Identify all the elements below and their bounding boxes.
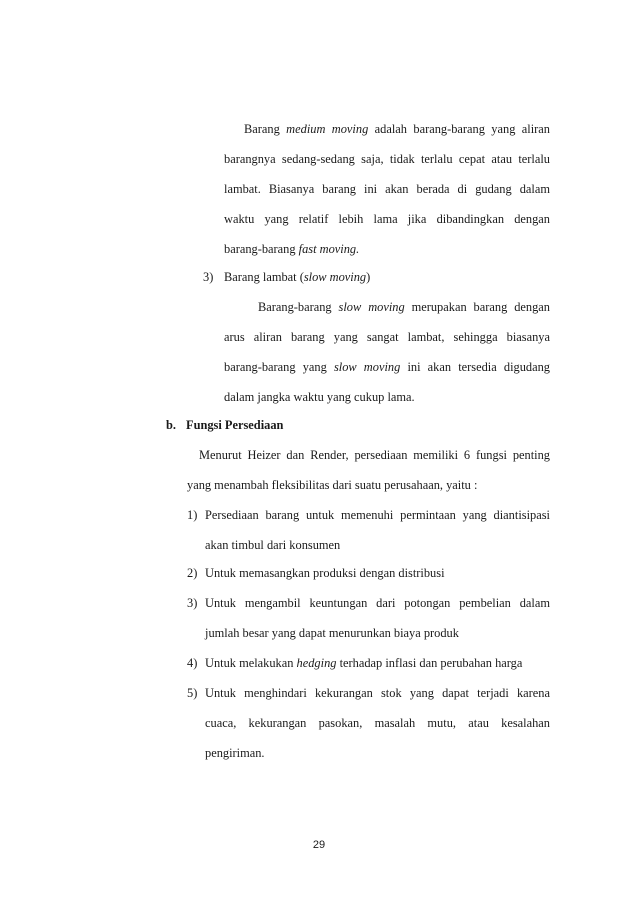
text: Untuk melakukan [205,656,297,670]
text: Barang [244,122,287,136]
function-3-line-2: jumlah besar yang dapat menurunkan biaya produk [205,626,459,640]
page-number: 29 [312,839,326,851]
medium-line-4: waktu yang relatif lebih lama jika dibandingkan dengan [224,212,550,226]
term-fast-moving: fast moving. [298,242,360,256]
intro-line-2: yang menambah fleksibilitas dari suatu perusahaan, yaitu : [187,478,478,492]
medium-line-1 [244,121,550,137]
section-b-label: b. [166,418,176,432]
medium-line-5 [224,241,359,257]
term-slow-moving: slow moving [333,360,401,374]
item-3-number: 3) [203,270,214,284]
slow-line-4: dalam jangka waktu yang cukup lama. [224,390,415,404]
text: adalah barang-barang yang aliran [368,122,550,136]
function-5-number: 5) [187,686,198,700]
slow-line-2: arus aliran barang yang sangat lambat, sehingga biasanya [224,330,550,344]
function-1-number: 1) [187,508,198,522]
function-2-line-1: Untuk memasangkan produksi dengan distribusi [205,566,445,580]
text: ) [366,270,371,284]
slow-line-3 [224,359,550,375]
text: Barang-barang [258,300,339,314]
medium-line-2: barangnya sedang-sedang saja, tidak terlalu cepat atau terlalu [224,152,550,166]
term-slow-moving: slow moving [338,300,405,314]
function-1-line-1: Persediaan barang untuk memenuhi permintaan yang diantisipasi [205,508,550,522]
text: Barang lambat ( [224,270,304,284]
function-2-number: 2) [187,566,198,580]
text: barang-barang yang [224,360,334,374]
function-3-number: 3) [187,596,198,610]
term-slow-moving: slow moving [303,270,367,284]
term-hedging: hedging [296,656,337,670]
term-medium-moving: medium moving [286,122,369,136]
intro-line-1: Menurut Heizer dan Render, persediaan memiliki 6 fungsi penting [199,448,550,462]
section-b-title: Fungsi Persediaan [186,418,284,432]
function-4-line-1 [205,655,522,671]
text: ini akan tersedia digudang [400,360,550,374]
text: barang-barang [224,242,299,256]
slow-line-1 [258,299,550,315]
function-5-line-1: Untuk menghindari kekurangan stok yang dapat terjadi karena [205,686,550,700]
function-5-line-2: cuaca, kekurangan pasokan, masalah mutu, atau kesalahan [205,716,550,730]
function-5-line-3: pengiriman. [205,746,265,760]
item-3-heading [224,269,370,285]
text: terhadap inflasi dan perubahan harga [336,656,523,670]
text: merupakan barang dengan [404,300,550,314]
function-3-line-1: Untuk mengambil keuntungan dari potongan pembelian dalam [205,596,550,610]
function-1-line-2: akan timbul dari konsumen [205,538,341,552]
medium-line-3: lambat. Biasanya barang ini akan berada di gudang dalam [224,182,550,196]
function-4-number: 4) [187,656,198,670]
